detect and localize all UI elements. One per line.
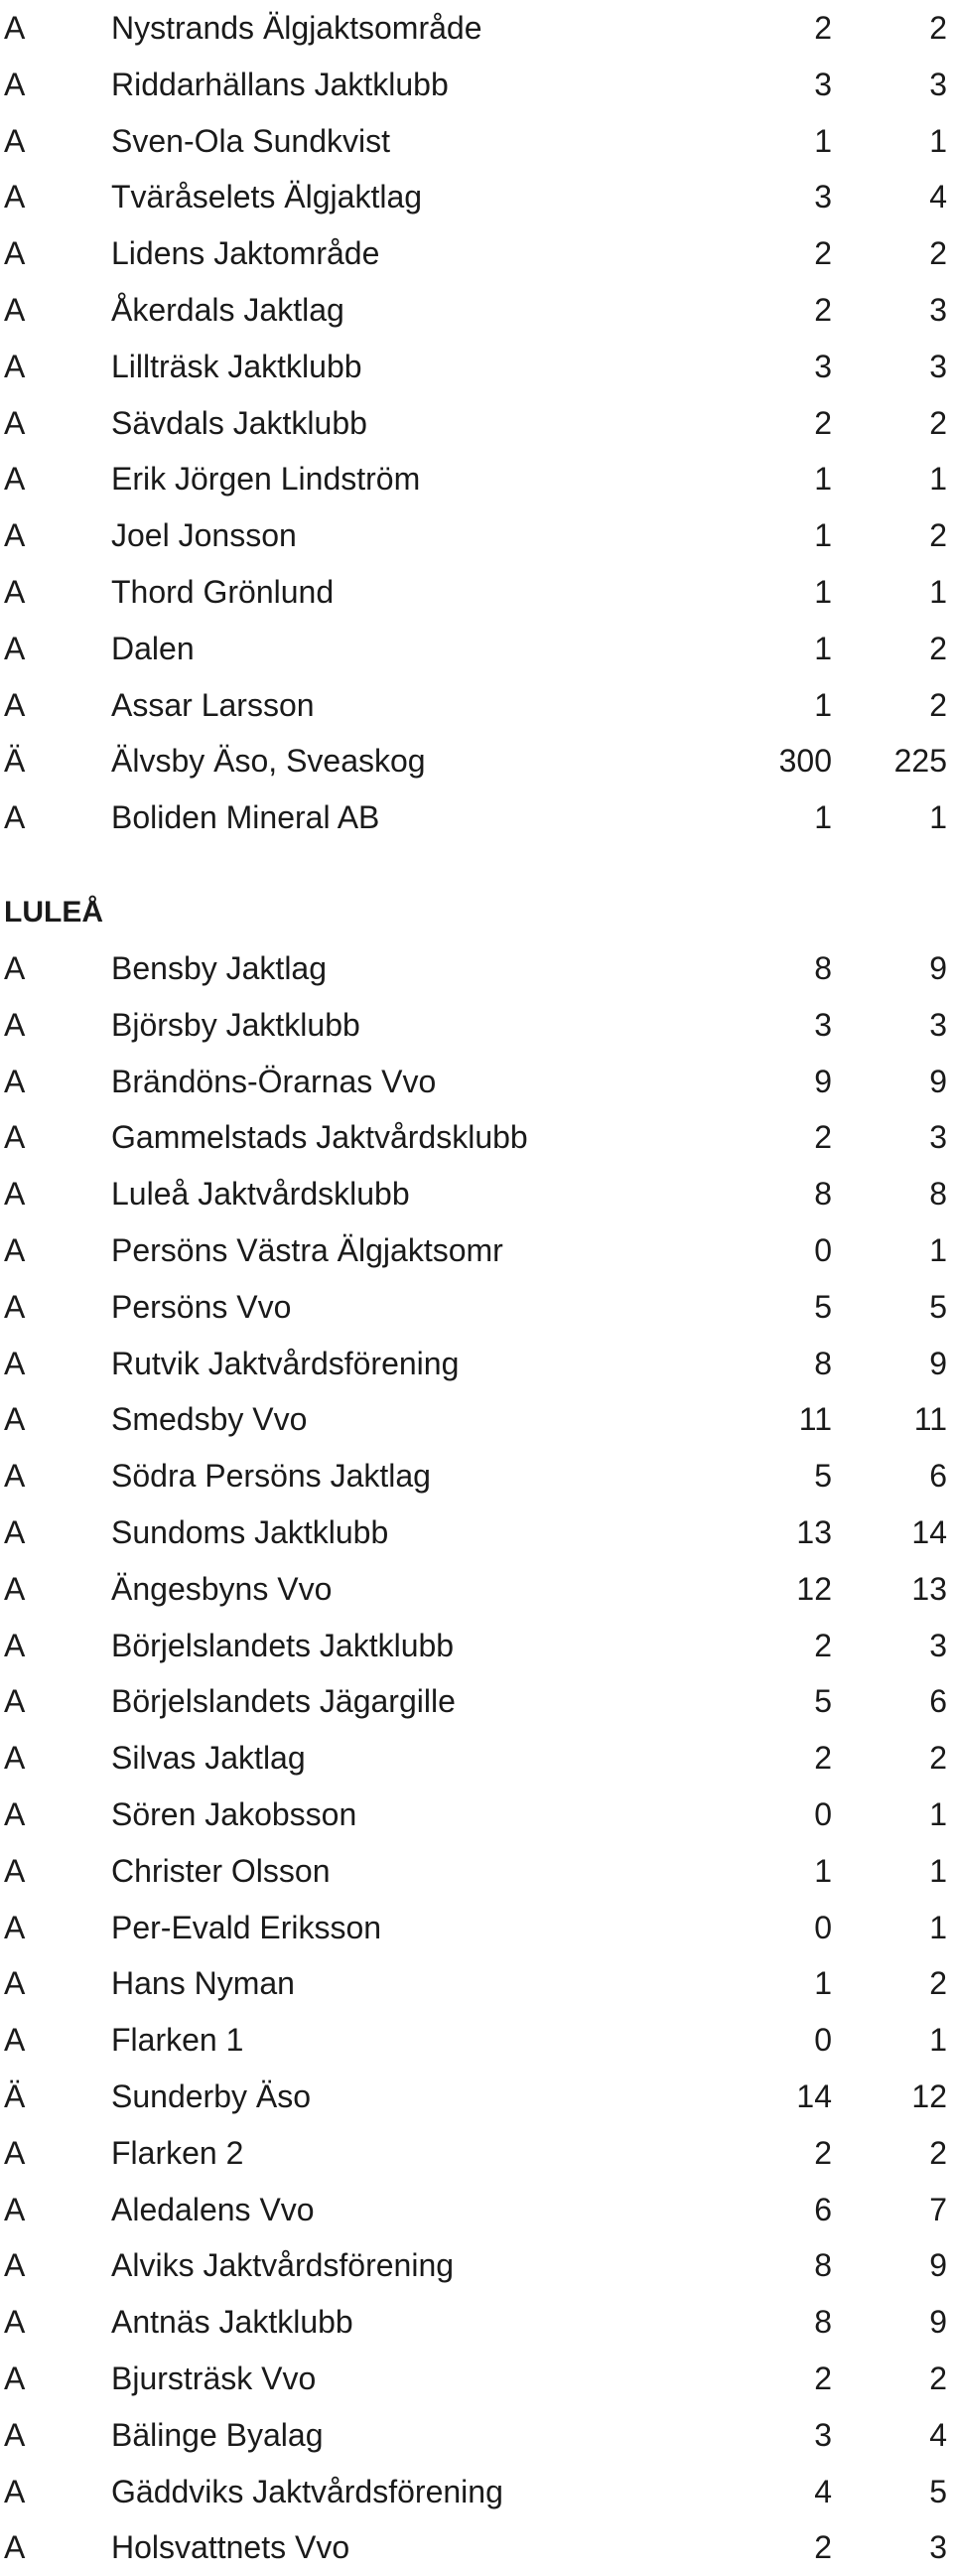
row-type-code: A — [4, 630, 26, 666]
table-row — [0, 2519, 953, 2576]
table-row — [0, 2351, 953, 2407]
table-row — [0, 0, 953, 57]
row-value-1: 8 — [814, 2247, 832, 2284]
row-type-code: A — [4, 1627, 26, 1663]
row-value-1: 3 — [814, 1006, 832, 1043]
row-type-code: A — [4, 799, 26, 836]
row-name: Sundoms Jaktklubb — [111, 1513, 389, 1550]
row-value-2: 2 — [929, 404, 947, 441]
table-row — [0, 339, 953, 395]
row-name: Brändöns-Örarnas Vvo — [111, 1063, 437, 1099]
table-row — [0, 57, 953, 113]
row-value-2: 9 — [929, 1345, 947, 1381]
table-row — [0, 282, 953, 339]
row-value-1: 1 — [814, 1965, 832, 2002]
row-value-2: 3 — [929, 291, 947, 328]
table-row — [0, 1787, 953, 1843]
table-row — [0, 1618, 953, 1674]
table-row — [0, 2182, 953, 2238]
row-value-2: 13 — [911, 1570, 947, 1607]
row-name: Hans Nyman — [111, 1965, 295, 2002]
table-row — [0, 940, 953, 997]
row-type-code: Ä — [4, 2077, 26, 2114]
row-name: Smedsby Vvo — [111, 1401, 308, 1438]
row-value-1: 0 — [814, 1909, 832, 1945]
row-name: Antnäs Jaktklubb — [111, 2304, 353, 2341]
row-value-2: 2 — [929, 630, 947, 666]
row-value-1: 3 — [814, 179, 832, 215]
row-value-2: 1 — [929, 1852, 947, 1889]
row-type-code: A — [4, 179, 26, 215]
row-name: Thord Grönlund — [111, 573, 335, 610]
row-value-2: 5 — [929, 1288, 947, 1325]
row-value-2: 2 — [929, 1965, 947, 2002]
row-type-code: A — [4, 235, 26, 272]
row-value-1: 11 — [798, 1401, 832, 1438]
row-value-1: 0 — [814, 1795, 832, 1832]
row-value-2: 2 — [929, 517, 947, 554]
row-value-2: 1 — [929, 573, 947, 610]
table-row — [0, 997, 953, 1054]
row-name: Luleå Jaktvårdsklubb — [111, 1176, 410, 1213]
row-value-1: 6 — [814, 2191, 832, 2227]
table-row — [0, 1448, 953, 1504]
row-name: Per-Evald Eriksson — [111, 1909, 382, 1945]
row-value-2: 1 — [929, 1231, 947, 1268]
table-row — [0, 621, 953, 677]
table-row — [0, 1336, 953, 1392]
row-value-2: 3 — [929, 1006, 947, 1043]
row-type-code: A — [4, 1231, 26, 1268]
row-value-2: 3 — [929, 348, 947, 384]
row-name: Södra Persöns Jaktlag — [111, 1458, 431, 1495]
row-value-1: 2 — [814, 1740, 832, 1777]
row-name: Sävdals Jaktklubb — [111, 404, 367, 441]
row-value-1: 1 — [814, 1852, 832, 1889]
row-value-2: 3 — [929, 1119, 947, 1156]
row-value-1: 1 — [814, 686, 832, 723]
row-name: Christer Olsson — [111, 1852, 331, 1889]
row-value-1: 13 — [796, 1513, 832, 1550]
row-value-2: 11 — [913, 1401, 947, 1438]
table-row — [0, 677, 953, 734]
row-name: Bälinge Byalag — [111, 2416, 324, 2453]
table-row — [0, 2294, 953, 2351]
row-name: Ängesbyns Vvo — [111, 1570, 333, 1607]
row-value-2: 225 — [893, 743, 947, 780]
row-name: Bensby Jaktlag — [111, 950, 328, 986]
table-row — [0, 1561, 953, 1618]
row-type-code: A — [4, 517, 26, 554]
row-value-2: 3 — [929, 1627, 947, 1663]
row-type-code: A — [4, 461, 26, 498]
row-value-1: 4 — [814, 2473, 832, 2509]
row-type-code: A — [4, 1909, 26, 1945]
row-type-code: A — [4, 1513, 26, 1550]
row-type-code: A — [4, 573, 26, 610]
table-row — [0, 1504, 953, 1561]
row-value-2: 7 — [929, 2191, 947, 2227]
row-type-code: A — [4, 1119, 26, 1156]
row-name: Silvas Jaktlag — [111, 1740, 306, 1777]
row-name: Assar Larsson — [111, 686, 315, 723]
row-type-code: A — [4, 1401, 26, 1438]
row-value-2: 9 — [929, 1063, 947, 1099]
row-name: Alviks Jaktvårdsförening — [111, 2247, 455, 2284]
row-value-1: 0 — [814, 1231, 832, 1268]
row-type-code: Ä — [4, 743, 26, 780]
row-value-2: 2 — [929, 2360, 947, 2396]
row-type-code: A — [4, 1740, 26, 1777]
row-type-code: A — [4, 1965, 26, 2002]
row-value-1: 5 — [814, 1683, 832, 1720]
row-value-2: 3 — [929, 2529, 947, 2566]
row-value-2: 6 — [929, 1683, 947, 1720]
row-type-code: A — [4, 2360, 26, 2396]
row-value-2: 4 — [929, 179, 947, 215]
row-name: Björsby Jaktklubb — [111, 1006, 360, 1043]
table-row — [0, 1955, 953, 2012]
table-row — [0, 789, 953, 846]
row-value-1: 3 — [814, 348, 832, 384]
row-value-2: 1 — [929, 2022, 947, 2059]
row-type-code: A — [4, 2473, 26, 2509]
row-type-code: A — [4, 2247, 26, 2284]
row-value-1: 300 — [778, 743, 832, 780]
row-value-2: 12 — [911, 2077, 947, 2114]
row-value-1: 9 — [814, 1063, 832, 1099]
row-type-code: A — [4, 404, 26, 441]
row-value-2: 1 — [929, 461, 947, 498]
row-type-code: A — [4, 348, 26, 384]
row-value-1: 1 — [814, 799, 832, 836]
row-name: Börjelslandets Jägargille — [111, 1683, 456, 1720]
row-name: Holsvattnets Vvo — [111, 2529, 350, 2566]
row-value-1: 8 — [814, 950, 832, 986]
table-row — [0, 1109, 953, 1166]
row-value-2: 9 — [929, 950, 947, 986]
row-value-2: 5 — [929, 2473, 947, 2509]
table-row — [0, 2069, 953, 2125]
row-type-code: A — [4, 950, 26, 986]
row-value-1: 5 — [814, 1288, 832, 1325]
row-value-1: 2 — [814, 1119, 832, 1156]
table-row — [0, 451, 953, 507]
table-row — [0, 225, 953, 282]
row-type-code: A — [4, 10, 26, 46]
table-row — [0, 2012, 953, 2069]
row-value-1: 0 — [814, 2022, 832, 2059]
row-name: Riddarhällans Jaktklubb — [111, 66, 449, 102]
row-type-code: A — [4, 2022, 26, 2059]
row-name: Tväråselets Älgjaktlag — [111, 179, 423, 215]
row-type-code: A — [4, 1570, 26, 1607]
row-value-2: 4 — [929, 2416, 947, 2453]
row-value-1: 8 — [814, 2304, 832, 2341]
table-row — [0, 169, 953, 225]
row-type-code: A — [4, 2191, 26, 2227]
row-name: Sven-Ola Sundkvist — [111, 122, 391, 159]
table-row — [0, 1843, 953, 1900]
table-row — [0, 395, 953, 452]
row-value-2: 2 — [929, 686, 947, 723]
row-value-1: 1 — [814, 461, 832, 498]
row-value-1: 1 — [814, 122, 832, 159]
row-value-1: 14 — [796, 2077, 832, 2114]
row-value-1: 1 — [814, 630, 832, 666]
row-name: Boliden Mineral AB — [111, 799, 380, 836]
hunting-area-table-section-2 — [0, 940, 953, 2576]
row-name: Flarken 1 — [111, 2022, 244, 2059]
row-value-2: 8 — [929, 1176, 947, 1213]
table-row — [0, 1730, 953, 1787]
row-name: Persöns Västra Älgjaktsomr — [111, 1231, 503, 1268]
row-value-2: 1 — [929, 122, 947, 159]
row-name: Gammelstads Jaktvårdsklubb — [111, 1119, 528, 1156]
row-value-1: 3 — [814, 66, 832, 102]
table-row — [0, 2407, 953, 2464]
table-row — [0, 1222, 953, 1279]
row-type-code: A — [4, 122, 26, 159]
row-value-2: 6 — [929, 1458, 947, 1495]
row-type-code: A — [4, 2529, 26, 2566]
municipality-heading-lulea: LULEÅ — [4, 896, 103, 929]
row-value-2: 1 — [929, 1795, 947, 1832]
table-row — [0, 2464, 953, 2520]
row-type-code: A — [4, 1288, 26, 1325]
row-name: Lillträsk Jaktklubb — [111, 348, 362, 384]
table-row — [0, 1900, 953, 1956]
table-row — [0, 113, 953, 170]
row-name: Erik Jörgen Lindström — [111, 461, 421, 498]
row-name: Rutvik Jaktvårdsförening — [111, 1345, 460, 1381]
row-name: Dalen — [111, 630, 195, 666]
table-row — [0, 2237, 953, 2294]
hunting-area-table-section-1 — [0, 0, 953, 846]
row-value-2: 9 — [929, 2247, 947, 2284]
table-row — [0, 1166, 953, 1222]
row-type-code: A — [4, 1006, 26, 1043]
row-type-code: A — [4, 2134, 26, 2171]
row-value-2: 3 — [929, 66, 947, 102]
table-row — [0, 2125, 953, 2182]
row-value-1: 2 — [814, 2529, 832, 2566]
row-value-1: 2 — [814, 2360, 832, 2396]
row-type-code: A — [4, 291, 26, 328]
row-value-1: 2 — [814, 1627, 832, 1663]
row-value-2: 2 — [929, 2134, 947, 2171]
row-name: Nystrands Älgjaktsområde — [111, 10, 482, 46]
row-value-2: 9 — [929, 2304, 947, 2341]
row-value-1: 1 — [814, 573, 832, 610]
row-name: Flarken 2 — [111, 2134, 244, 2171]
row-type-code: A — [4, 1852, 26, 1889]
row-value-1: 2 — [814, 291, 832, 328]
table-row — [0, 1279, 953, 1336]
row-name: Börjelslandets Jaktklubb — [111, 1627, 455, 1663]
row-name: Joel Jonsson — [111, 517, 297, 554]
row-value-1: 8 — [814, 1345, 832, 1381]
table-row — [0, 507, 953, 564]
row-type-code: A — [4, 66, 26, 102]
row-name: Sören Jakobsson — [111, 1795, 357, 1832]
row-value-2: 14 — [911, 1513, 947, 1550]
row-name: Bjursträsk Vvo — [111, 2360, 317, 2396]
row-value-2: 2 — [929, 1740, 947, 1777]
table-row — [0, 733, 953, 789]
table-row — [0, 564, 953, 621]
row-value-1: 12 — [796, 1570, 832, 1607]
table-row — [0, 1673, 953, 1730]
row-value-2: 2 — [929, 10, 947, 46]
row-type-code: A — [4, 2416, 26, 2453]
row-value-1: 2 — [814, 235, 832, 272]
row-name: Aledalens Vvo — [111, 2191, 315, 2227]
row-value-2: 1 — [929, 1909, 947, 1945]
row-value-1: 2 — [814, 404, 832, 441]
row-value-1: 2 — [814, 10, 832, 46]
row-value-1: 1 — [814, 517, 832, 554]
row-type-code: A — [4, 1176, 26, 1213]
row-name: Älvsby Äso, Sveaskog — [111, 743, 426, 780]
row-value-1: 5 — [814, 1458, 832, 1495]
table-row — [0, 1054, 953, 1110]
row-value-2: 1 — [929, 799, 947, 836]
row-type-code: A — [4, 1063, 26, 1099]
row-type-code: A — [4, 1683, 26, 1720]
row-value-2: 2 — [929, 235, 947, 272]
row-value-1: 8 — [814, 1176, 832, 1213]
row-value-1: 2 — [814, 2134, 832, 2171]
row-type-code: A — [4, 1795, 26, 1832]
row-name: Åkerdals Jaktlag — [111, 291, 344, 328]
row-value-1: 3 — [814, 2416, 832, 2453]
row-type-code: A — [4, 2304, 26, 2341]
row-name: Persöns Vvo — [111, 1288, 292, 1325]
row-type-code: A — [4, 1458, 26, 1495]
row-type-code: A — [4, 1345, 26, 1381]
row-type-code: A — [4, 686, 26, 723]
row-name: Lidens Jaktområde — [111, 235, 380, 272]
table-row — [0, 1391, 953, 1448]
row-name: Gäddviks Jaktvårdsförening — [111, 2473, 503, 2509]
row-name: Sunderby Äso — [111, 2077, 312, 2114]
